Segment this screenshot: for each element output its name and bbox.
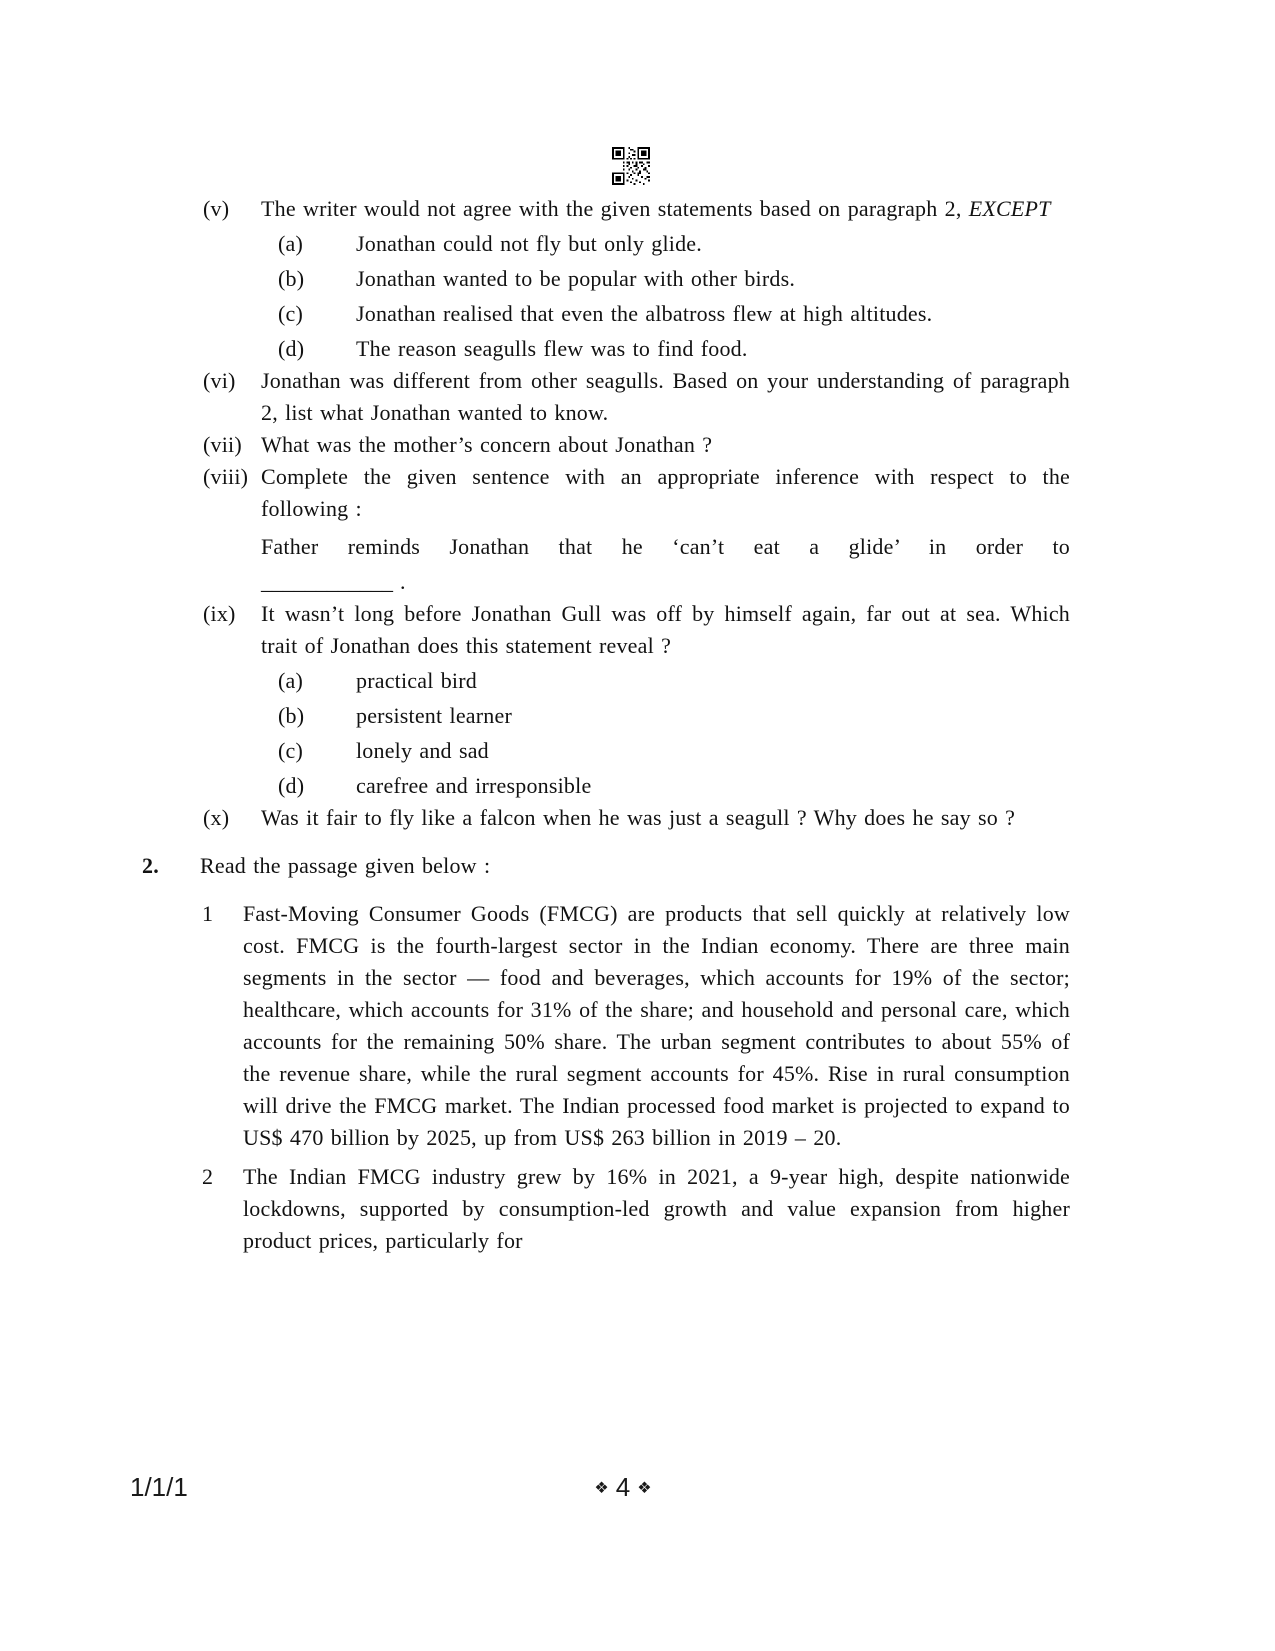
option-label: (c) bbox=[278, 301, 304, 326]
section-number: 2. bbox=[142, 853, 159, 878]
option-text: The reason seagulls flew was to find food. bbox=[356, 336, 748, 361]
option-text: Jonathan wanted to be popular with other birds. bbox=[356, 266, 796, 291]
paragraph-number: 1 bbox=[202, 901, 214, 926]
inference-sentence: Father reminds Jonathan that he ‘can’t eat a glide’ in order to bbox=[261, 534, 1070, 559]
option-label: (b) bbox=[278, 266, 305, 291]
option-text: Jonathan realised that even the albatross flew at high altitudes. bbox=[356, 301, 933, 326]
page-number: 4 bbox=[615, 1472, 631, 1502]
option-row bbox=[261, 228, 1070, 260]
paragraph-text: Fast-Moving Consumer Goods (FMCG) are products that sell quickly at relatively low cost. FMCG is the fourth-largest sector in the Indian economy. There are three main segments in the sector — food and beverages, which accounts for 19% of the sector; healthcare, which accounts for 31% of the share; and household and personal care, which accounts for the remaining 50% share. The urban segment contributes to about 55% of the revenue share, while the rural segment accounts for 45%. Rise in rural consumption will drive the FMCG market. The Indian processed food market is projected to expand to US$ 470 billion by 2025, up from US$ 263 billion in 2019 – 20. bbox=[243, 901, 1070, 1150]
page-content bbox=[130, 147, 1120, 1257]
question-emphasis: EXCEPT bbox=[968, 196, 1051, 221]
page-ornament-right-icon: ❖ bbox=[637, 1480, 652, 1497]
option-row bbox=[261, 735, 1070, 767]
question-label: (ix) bbox=[203, 601, 236, 626]
question-text: Was it fair to fly like a falcon when he was just a seagull ? Why does he say so ? bbox=[261, 805, 1016, 830]
question-item-vii bbox=[203, 429, 1120, 461]
question-label: (viii) bbox=[203, 464, 249, 489]
question-label: (vii) bbox=[203, 432, 242, 457]
question-item-vi bbox=[203, 365, 1120, 429]
passage-paragraph-1 bbox=[202, 898, 1120, 1154]
fill-in-blank: ____________ . bbox=[261, 569, 406, 594]
option-row bbox=[261, 770, 1070, 802]
option-text: persistent learner bbox=[356, 703, 512, 728]
option-row bbox=[261, 665, 1070, 697]
option-row bbox=[261, 700, 1070, 732]
question-text: The writer would not agree with the given statements based on paragraph 2, EXCEPT bbox=[261, 196, 1051, 221]
question-item-v bbox=[203, 193, 1120, 365]
option-label: (a) bbox=[278, 231, 304, 256]
question-label: (v) bbox=[203, 196, 230, 221]
page-number-row bbox=[0, 1472, 1246, 1503]
page-ornament-left-icon: ❖ bbox=[594, 1480, 609, 1497]
option-row bbox=[261, 333, 1070, 365]
question-text: Jonathan was different from other seagulls. Based on your understanding of paragraph 2, list what Jonathan wanted to know. bbox=[261, 368, 1070, 425]
option-label: (d) bbox=[278, 336, 305, 361]
section-prompt: Read the passage given below : bbox=[200, 853, 491, 878]
option-label: (d) bbox=[278, 773, 305, 798]
option-text: carefree and irresponsible bbox=[356, 773, 592, 798]
question-label: (vi) bbox=[203, 368, 236, 393]
option-text: practical bird bbox=[356, 668, 477, 693]
question-text: What was the mother’s concern about Jonathan ? bbox=[261, 432, 713, 457]
question-list bbox=[203, 193, 1120, 834]
option-label: (c) bbox=[278, 738, 304, 763]
options-group bbox=[261, 665, 1070, 802]
paragraph-number: 2 bbox=[202, 1164, 214, 1189]
question-text: Complete the given sentence with an appropriate inference with respect to the following : bbox=[261, 464, 1070, 521]
paper-code: 1/1/1 bbox=[130, 1472, 188, 1502]
question-label: (x) bbox=[203, 805, 230, 830]
question-text: It wasn’t long before Jonathan Gull was off by himself again, far out at sea. Which trait of Jonathan does this statement reveal ? bbox=[261, 601, 1070, 658]
paragraph-text: The Indian FMCG industry grew by 16% in 2021, a 9-year high, despite nationwide lockdowns, supported by consumption-led growth and value expansion from higher product prices, particularly for bbox=[243, 1164, 1070, 1253]
question-item-viii bbox=[203, 461, 1120, 598]
option-text: Jonathan could not fly but only glide. bbox=[356, 231, 702, 256]
question-item-x bbox=[203, 802, 1120, 834]
options-group bbox=[261, 228, 1070, 365]
option-row bbox=[261, 298, 1070, 330]
option-text: lonely and sad bbox=[356, 738, 489, 763]
question-item-ix bbox=[203, 598, 1120, 802]
option-label: (b) bbox=[278, 703, 305, 728]
qr-row bbox=[130, 147, 1120, 185]
section-2-heading bbox=[142, 850, 1120, 882]
passage-paragraph-2 bbox=[202, 1161, 1120, 1257]
option-label: (a) bbox=[278, 668, 304, 693]
qr-code bbox=[612, 147, 650, 185]
option-row bbox=[261, 263, 1070, 295]
